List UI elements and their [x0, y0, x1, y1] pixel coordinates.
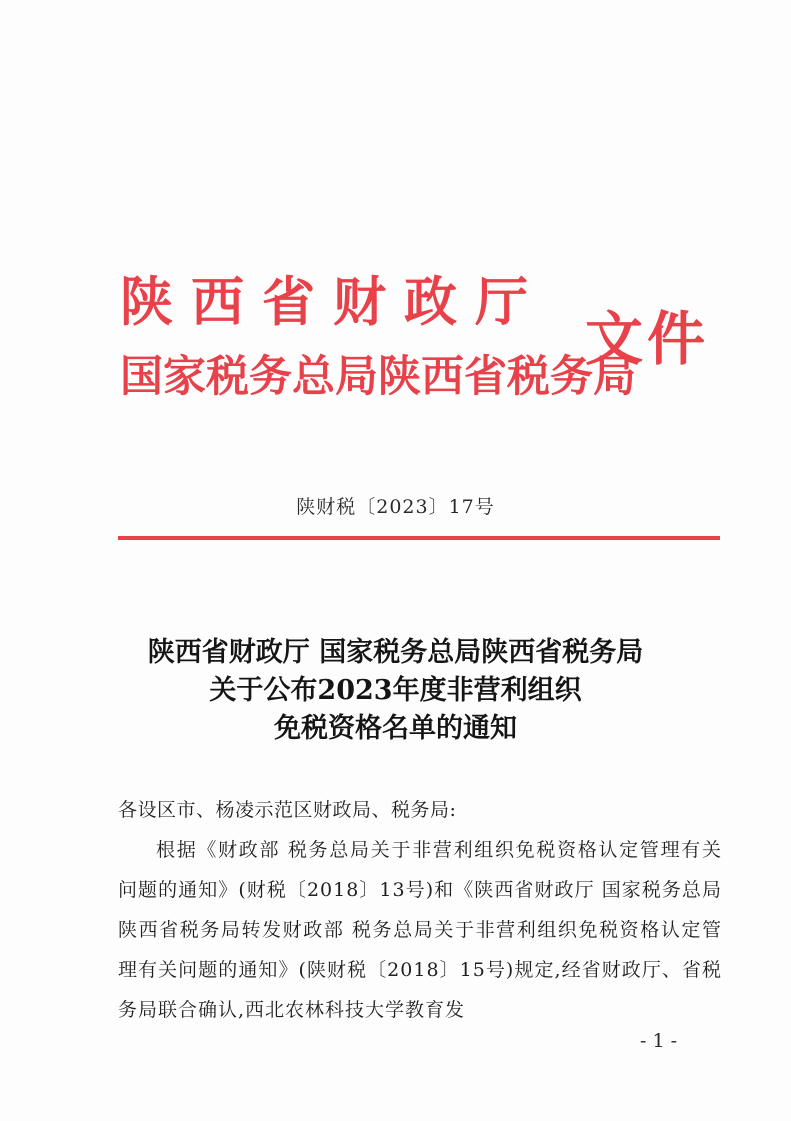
document-body	[118, 790, 722, 1030]
document-title	[60, 634, 731, 748]
issuer-tax-bureau: 国家税务总局陕西省税务局	[120, 352, 636, 402]
document-number: 陕财税〔2023〕17号	[296, 496, 495, 518]
issuer-finance-department: 陕西省财政厅	[120, 272, 546, 333]
red-divider-line	[118, 536, 720, 540]
salutation: 各设区市、杨凌示范区财政局、税务局:	[118, 799, 457, 821]
body-paragraph: 根据《财政部 税务总局关于非营利组织免税资格认定管理有关问题的通知》(财税〔2018〕13号)和《陕西省财政厅 国家税务总局陕西省税务局转发财政部 税务总局关于非营利组织免税资格认定管理有关问题的通知》(陕财税〔2018〕15号)规定,经省财政厅、省税务局联合确认,西北农林科技大学教育发	[118, 839, 722, 1021]
title-line-3: 免税资格名单的通知	[274, 713, 517, 744]
page-number: - 1 -	[640, 1030, 678, 1052]
title-line-1: 陕西省财政厅 国家税务总局陕西省税务局	[147, 637, 644, 668]
title-line-2: 关于公布2023年度非营利组织	[209, 675, 582, 706]
doc-type-label: 文件	[585, 305, 710, 373]
red-letterhead	[120, 270, 720, 430]
